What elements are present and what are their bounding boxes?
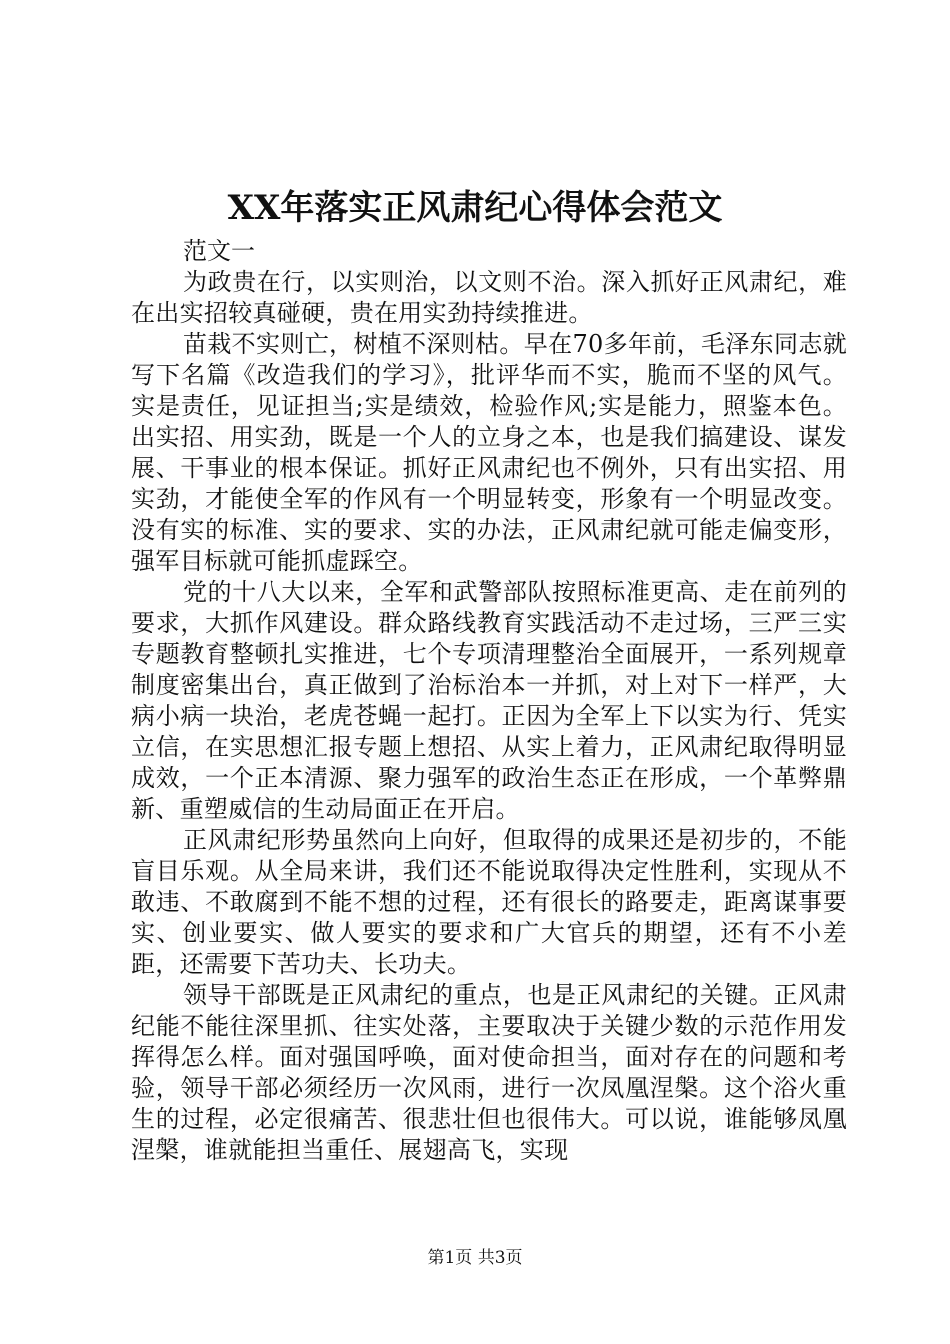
section-label: 范文一 — [183, 237, 255, 265]
page-footer: 第1页 共3页 — [427, 1248, 523, 1268]
paragraph-2: 苗栽不实则亡，树植不深则枯。早在70多年前，毛泽东同志就写下名篇《改造我们的学习》，批评华而不实，脆而不坚的风气。实是责任，见证担当;实是绩效，检验作风;实是能力，照鉴本色。出实招、用实劲，既是一个人的立身之本，也是我们搞建设、谋发展、干事业的根本保证。抓好正风肃纪也不例外，只有出实招、用实劲，才能使全军的作风有一个明显转变，形象有一个明显改变。没有实的标准、实的要求、实的办法，正风肃纪就可能走偏变形，强军目标就可能抓虚踩空。 — [131, 330, 847, 575]
document-body — [131, 236, 847, 1166]
document-title: XX年落实正风肃纪心得体会范文 — [227, 188, 723, 228]
paragraph-4: 正风肃纪形势虽然向上向好，但取得的成果还是初步的，不能盲目乐观。从全局来讲，我们还不能说取得决定性胜利，实现从不敢违、不敢腐到不能不想的过程，还有很长的路要走，距离谋事要实、创业要实、做人要实的要求和广大官兵的期望，还有不小差距，还需要下苦功夫、长功夫。 — [131, 826, 847, 978]
paragraph-5: 领导干部既是正风肃纪的重点，也是正风肃纪的关键。正风肃纪能不能往深里抓、往实处落，主要取决于关键少数的示范作用发挥得怎么样。面对强国呼唤，面对使命担当，面对存在的问题和考验，领导干部必须经历一次风雨，进行一次凤凰涅槃。这个浴火重生的过程，必定很痛苦、很悲壮但也很伟大。可以说，谁能够凤凰涅槃，谁就能担当重任、展翅高飞，实现 — [131, 981, 847, 1164]
paragraph-1: 为政贵在行，以实则治，以文则不治。深入抓好正风肃纪，难在出实招较真碰硬，贵在用实劲持续推进。 — [131, 268, 847, 327]
paragraph-3: 党的十八大以来，全军和武警部队按照标准更高、走在前列的要求，大抓作风建设。群众路线教育实践活动不走过场，三严三实专题教育整顿扎实推进，七个专项清理整治全面展开，一系列规章制度密集出台，真正做到了治标治本一并抓，对上对下一样严，大病小病一块治，老虎苍蝇一起打。正因为全军上下以实为行、凭实立信，在实思想汇报专题上想招、从实上着力，正风肃纪取得明显成效，一个正本清源、聚力强军的政治生态正在形成，一个革弊鼎新、重塑威信的生动局面正在开启。 — [131, 578, 847, 823]
